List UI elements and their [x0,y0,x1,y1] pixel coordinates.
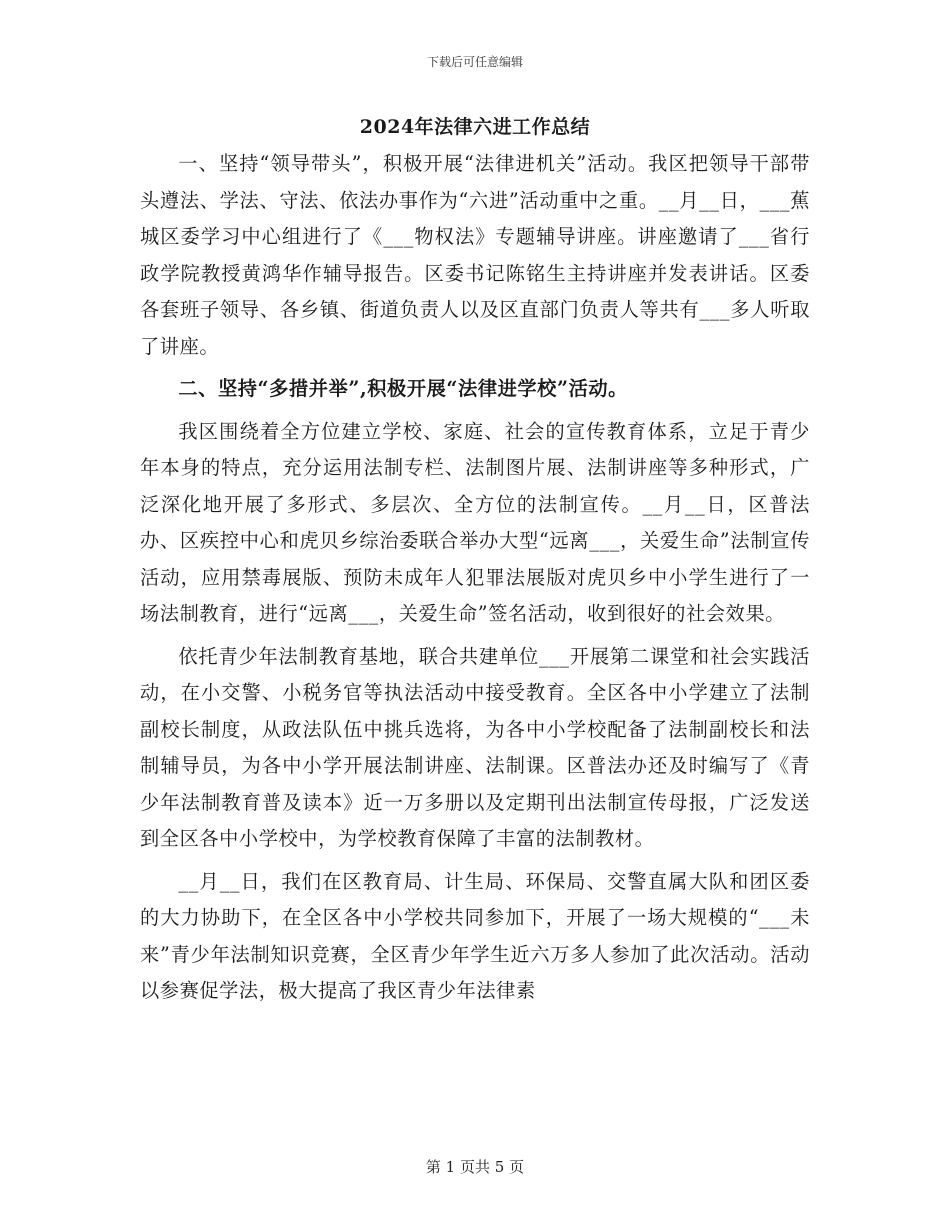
page-header: 下载后可任意编辑 [426,55,523,69]
document-title: 2024年法律六进工作总结 [359,116,591,138]
document-body [140,110,810,1016]
paragraph-leadership: 一、坚持“领导带头”，积极开展“法律进机关”活动。我区把领导干部带头遵法、学法、守法、依法办事作为“六进”活动重中之重。__月__日，___蕉城区委学习中心组进行了《___物权法》专题辅导讲座。讲座邀请了___省行政学院教授黄鸿华作辅导报告。区委书记陈铭生主持讲座并发表讲话。区委各套班子领导、各乡镇、街道负责人以及区直部门负责人等共有___多人听取了讲座。 [140,152,810,358]
section-heading-schools: 二、坚持“多措并举”,积极开展“法律进学校”活动。 [178,377,628,400]
paragraph-education-system: 我区围绕着全方位建立学校、家庭、社会的宣传教育体系，立足于青少年本身的特点，充分运用法制专栏、法制图片展、法制讲座等多种形式，广泛深化地开展了多形式、多层次、全方位的法制宣传。__月__日，区普法办、区疾控中心和虎贝乡综治委联合举办大型“远离___，关爱生命”法制宣传活动，应用禁毒展版、预防未成年人犯罪法展版对虎贝乡中小学生进行了一场法制教育，进行“远离___，关爱生命”签名活动，收到很好的社会效果。 [140,419,810,625]
paragraph-education-base: 依托青少年法制教育基地，联合共建单位___开展第二课堂和社会实践活动，在小交警、小税务官等执法活动中接受教育。全区各中小学建立了法制副校长制度，从政法队伍中挑兵选将，为各中小学校配备了法制副校长和法制辅导员，为各中小学开展法制讲座、法制课。区普法办还及时编写了《青少年法制教育普及读本》近一万多册以及定期刊出法制宣传母报，广泛发送到全区各中小学校中，为学校教育保障了丰富的法制教材。 [140,644,810,850]
paragraph-knowledge-contest: __月__日，我们在区教育局、计生局、环保局、交警直属大队和团区委的大力协助下，在全区各中小学校共同参加下，开展了一场大规模的“___未来”青少年法制知识竞赛，全区青少年学生近六万多人参加了此次活动。活动以参赛促学法，极大提高了我区青少年法律素 [140,869,810,1002]
page-footer: 第 1 页共 5 页 [425,1158,525,1176]
